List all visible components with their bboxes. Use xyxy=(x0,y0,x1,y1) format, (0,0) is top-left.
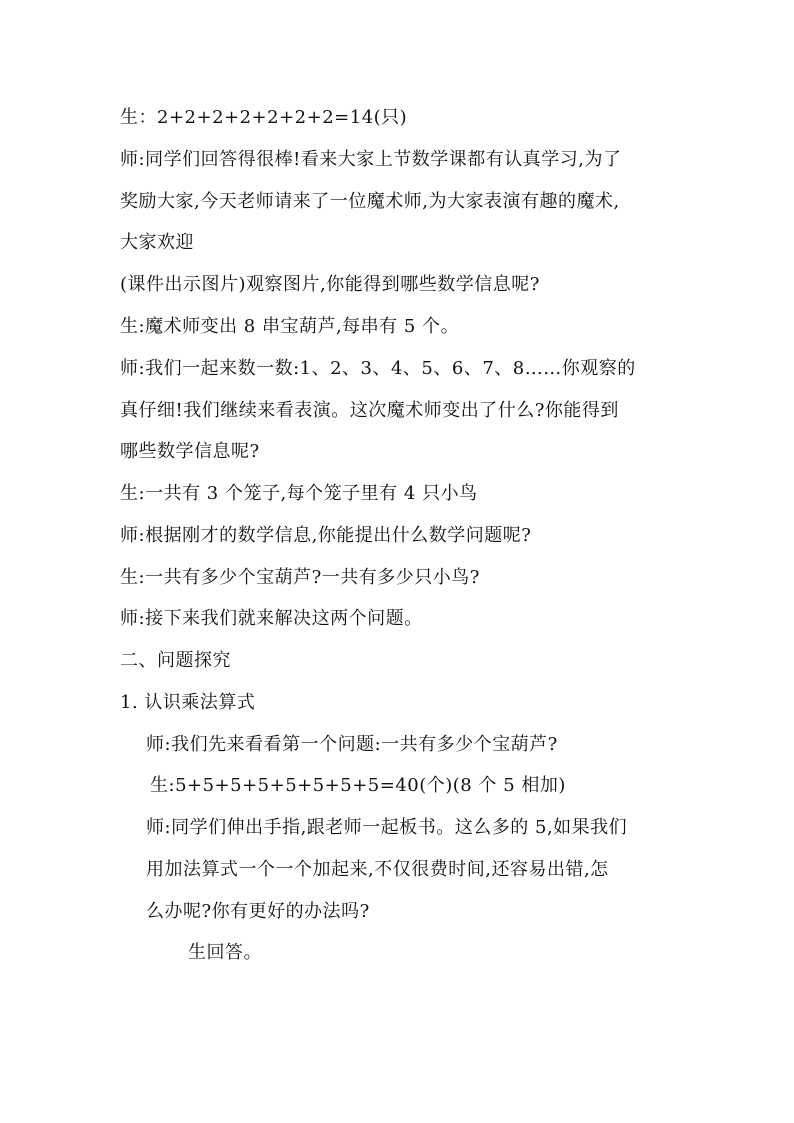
subsection-heading: 1. 认识乘法算式 xyxy=(120,692,256,713)
text-line: 么办呢?你有更好的办法吗? xyxy=(146,901,370,922)
text-line: 生回答。 xyxy=(188,942,262,963)
text-line: 生:5+5+5+5+5+5+5+5=40(个)(8 个 5 相加) xyxy=(150,775,566,796)
text-line: 师:同学们伸出手指,跟老师一起板书。这么多的 5,如果我们 xyxy=(146,817,628,838)
text-line: 哪些数学信息呢? xyxy=(120,441,260,462)
text-line: 师:接下来我们就来解决这两个问题。 xyxy=(120,608,423,629)
text-line: 生:一共有 3 个笼子,每个笼子里有 4 只小鸟 xyxy=(120,483,478,504)
text-line: 生：2+2+2+2+2+2+2=14(只) xyxy=(120,107,408,128)
text-line: 真仔细!我们继续来看表演。这次魔术师变出了什么?你能得到 xyxy=(120,400,619,421)
text-line: 用加法算式一个一个加起来,不仅很费时间,还容易出错,怎 xyxy=(146,859,609,880)
text-line: 师:同学们回答得很棒!看来大家上节数学课都有认真学习,为了 xyxy=(120,149,622,170)
text-line: 大家欢迎 xyxy=(120,232,194,253)
section-heading: 二、问题探究 xyxy=(120,650,231,671)
text-line: 生:魔术师变出 8 串宝葫芦,每串有 5 个。 xyxy=(120,316,460,337)
text-line: 奖励大家,今天老师请来了一位魔术师,为大家表演有趣的魔术, xyxy=(120,191,620,212)
text-line: 生:一共有多少个宝葫芦?一共有多少只小鸟? xyxy=(120,567,480,588)
text-line: 师:我们一起来数一数:1、2、3、4、5、6、7、8……你观察的 xyxy=(120,358,636,379)
text-line: (课件出示图片)观察图片,你能得到哪些数学信息呢? xyxy=(120,274,540,295)
text-line: 师:我们先来看看第一个问题:一共有多少个宝葫芦? xyxy=(146,734,558,755)
text-line: 师:根据刚才的数学信息,你能提出什么数学问题呢? xyxy=(120,525,532,546)
